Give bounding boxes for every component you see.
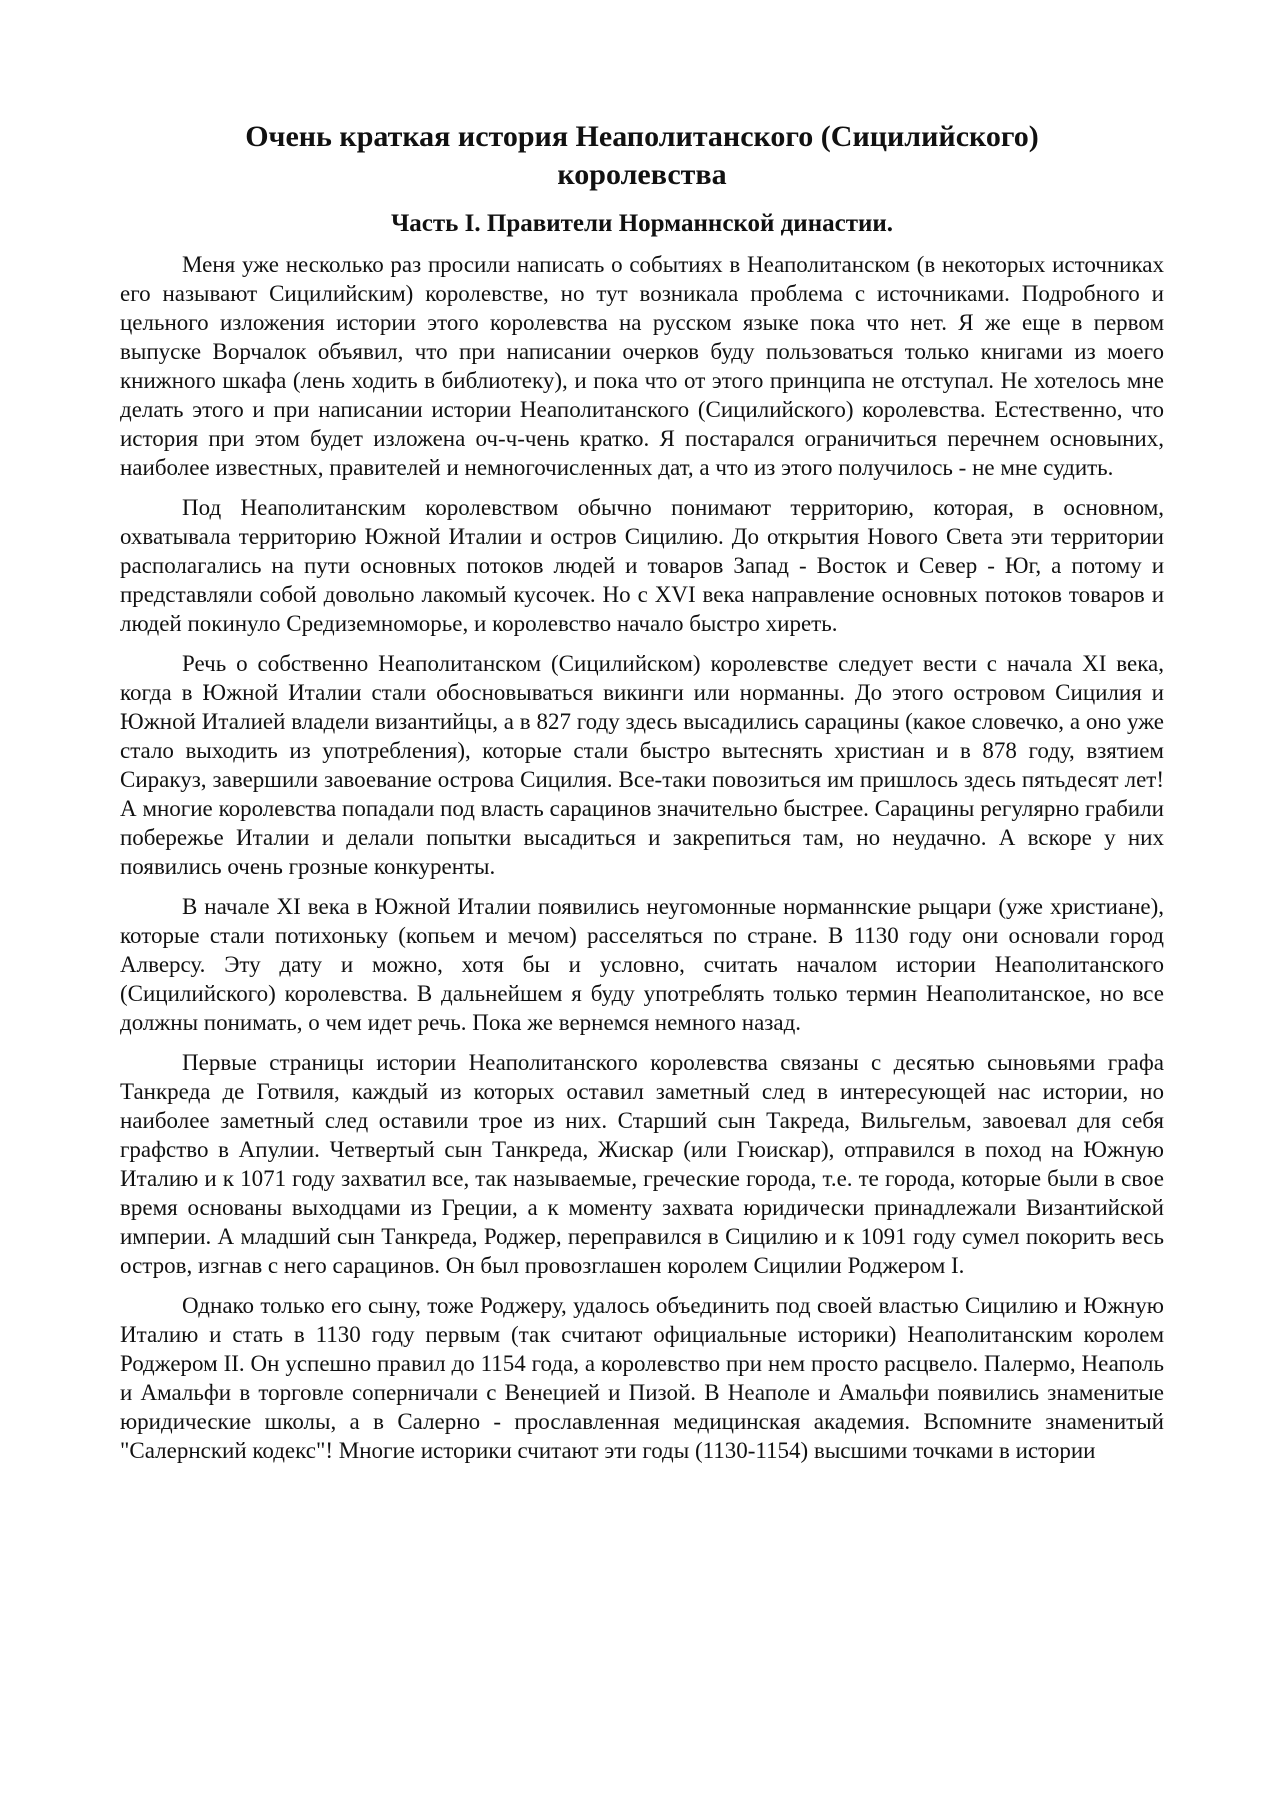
paragraph: Под Неаполитанским королевством обычно понимают территорию, которая, в основном, охватывала территорию Южной Италии и остров Сицилию. До открытия Нового Света эти территории располагались на пути основных потоков людей и товаров Запад - Восток и Север - Юг, а потому и представляли собой довольно лакомый кусочек. Но с XVI века направление основных потоков товаров и людей покинуло Средиземноморье, и королевство начало быстро хиреть. (120, 495, 1164, 636)
paragraph: Однако только его сыну, тоже Роджеру, удалось объединить под своей властью Сицилию и Южную Италию и стать в 1130 году первым (так считают официальные историки) Неаполитанским королем Роджером II. Он успешно правил до 1154 года, а королевство при нем просто расцвело. Палермо, Неаполь и Амальфи в торговле соперничали с Венецией и Пизой. В Неаполе и Амальфи появились знаменитые юридические школы, а в Салерно - прославленная медицинская академия. Вспомните знаменитый "Салернский кодекс"! Многие историки считают эти годы (1130-1154) высшими точками в истории (120, 1293, 1164, 1463)
document-body (120, 118, 1164, 1476)
paragraph: В начале XI века в Южной Италии появились неугомонные норманнские рыцари (уже христиане), которые стали потихоньку (копьем и мечом) расселяться по стране. В 1130 году они основали город Алверсу. Эту дату и можно, хотя бы и условно, считать началом истории Неаполитанского (Сицилийского) королевства. В дальнейшем я буду употреблять только термин Неаполитанское, но все должны понимать, о чем идет речь. Пока же вернемся немного назад. (120, 894, 1164, 1035)
section-subtitle: Часть I. Правители Норманнской династии. (390, 210, 894, 237)
paragraph: Меня уже несколько раз просили написать о событиях в Неаполитанском (в некоторых источниках его называют Сицилийским) королевстве, но тут возникала проблема с источниками. Подробного и цельного изложения истории этого королевства на русском языке пока что нет. Я же еще в первом выпуске Ворчалок объявил, что при написании очерков буду пользоваться только книгами из моего книжного шкафа (лень ходить в библиотеку), и пока что от этого принципа не отступал. Не хотелось мне делать этого и при написании истории Неаполитанского (Сицилийского) королевства. Естественно, что история при этом будет изложена оч-ч-чень кратко. Я постарался ограничиться перечнем основыних, наиболее известных, правителей и немногочисленных дат, а что из этого получилось - не мне судить. (120, 252, 1164, 480)
paragraph: Речь о собственно Неаполитанском (Сицилийском) королевстве следует вести с начала XI века, когда в Южной Италии стали обосновываться викинги или норманны. До этого островом Сицилия и Южной Италией владели византийцы, а в 827 году здесь высадились сарацины (какое словечко, а оно уже стало выходить из употребления), которые стали быстро вытеснять христиан и в 878 году, взятием Сиракуз, завершили завоевание острова Сицилия. Все-таки повозиться им пришлось здесь пятьдесят лет! А многие королевства попадали под власть сарацинов значительно быстрее. Сарацины регулярно грабили побережье Италии и делали попытки высадиться и закрепиться там, но неудачно. А вскоре у них появились очень грозные конкуренты. (120, 651, 1164, 879)
paragraph: Первые страницы истории Неаполитанского королевства связаны с десятью сыновьями графа Танкреда де Готвиля, каждый из которых оставил заметный след в интересующей нас истории, но наиболее заметный след оставили трое из них. Старший сын Такреда, Вильгельм, завоевал для себя графство в Апулии. Четвертый сын Танкреда, Жискар (или Гюискар), отправился в поход на Южную Италию и к 1071 году захватил все, так называемые, греческие города, т.е. те города, которые были в свое время основаны выходцами из Греции, а к моменту захвата юридически принадлежали Византийской империи. А младший сын Танкреда, Роджер, переправился в Сицилию и к 1091 году сумел покорить весь остров, изгнав с него сарацинов. Он был провозглашен королем Сицилии Роджером I. (120, 1050, 1164, 1278)
page-title: Очень краткая история Неаполитанского (Сицилийского) королевства (245, 120, 1039, 191)
